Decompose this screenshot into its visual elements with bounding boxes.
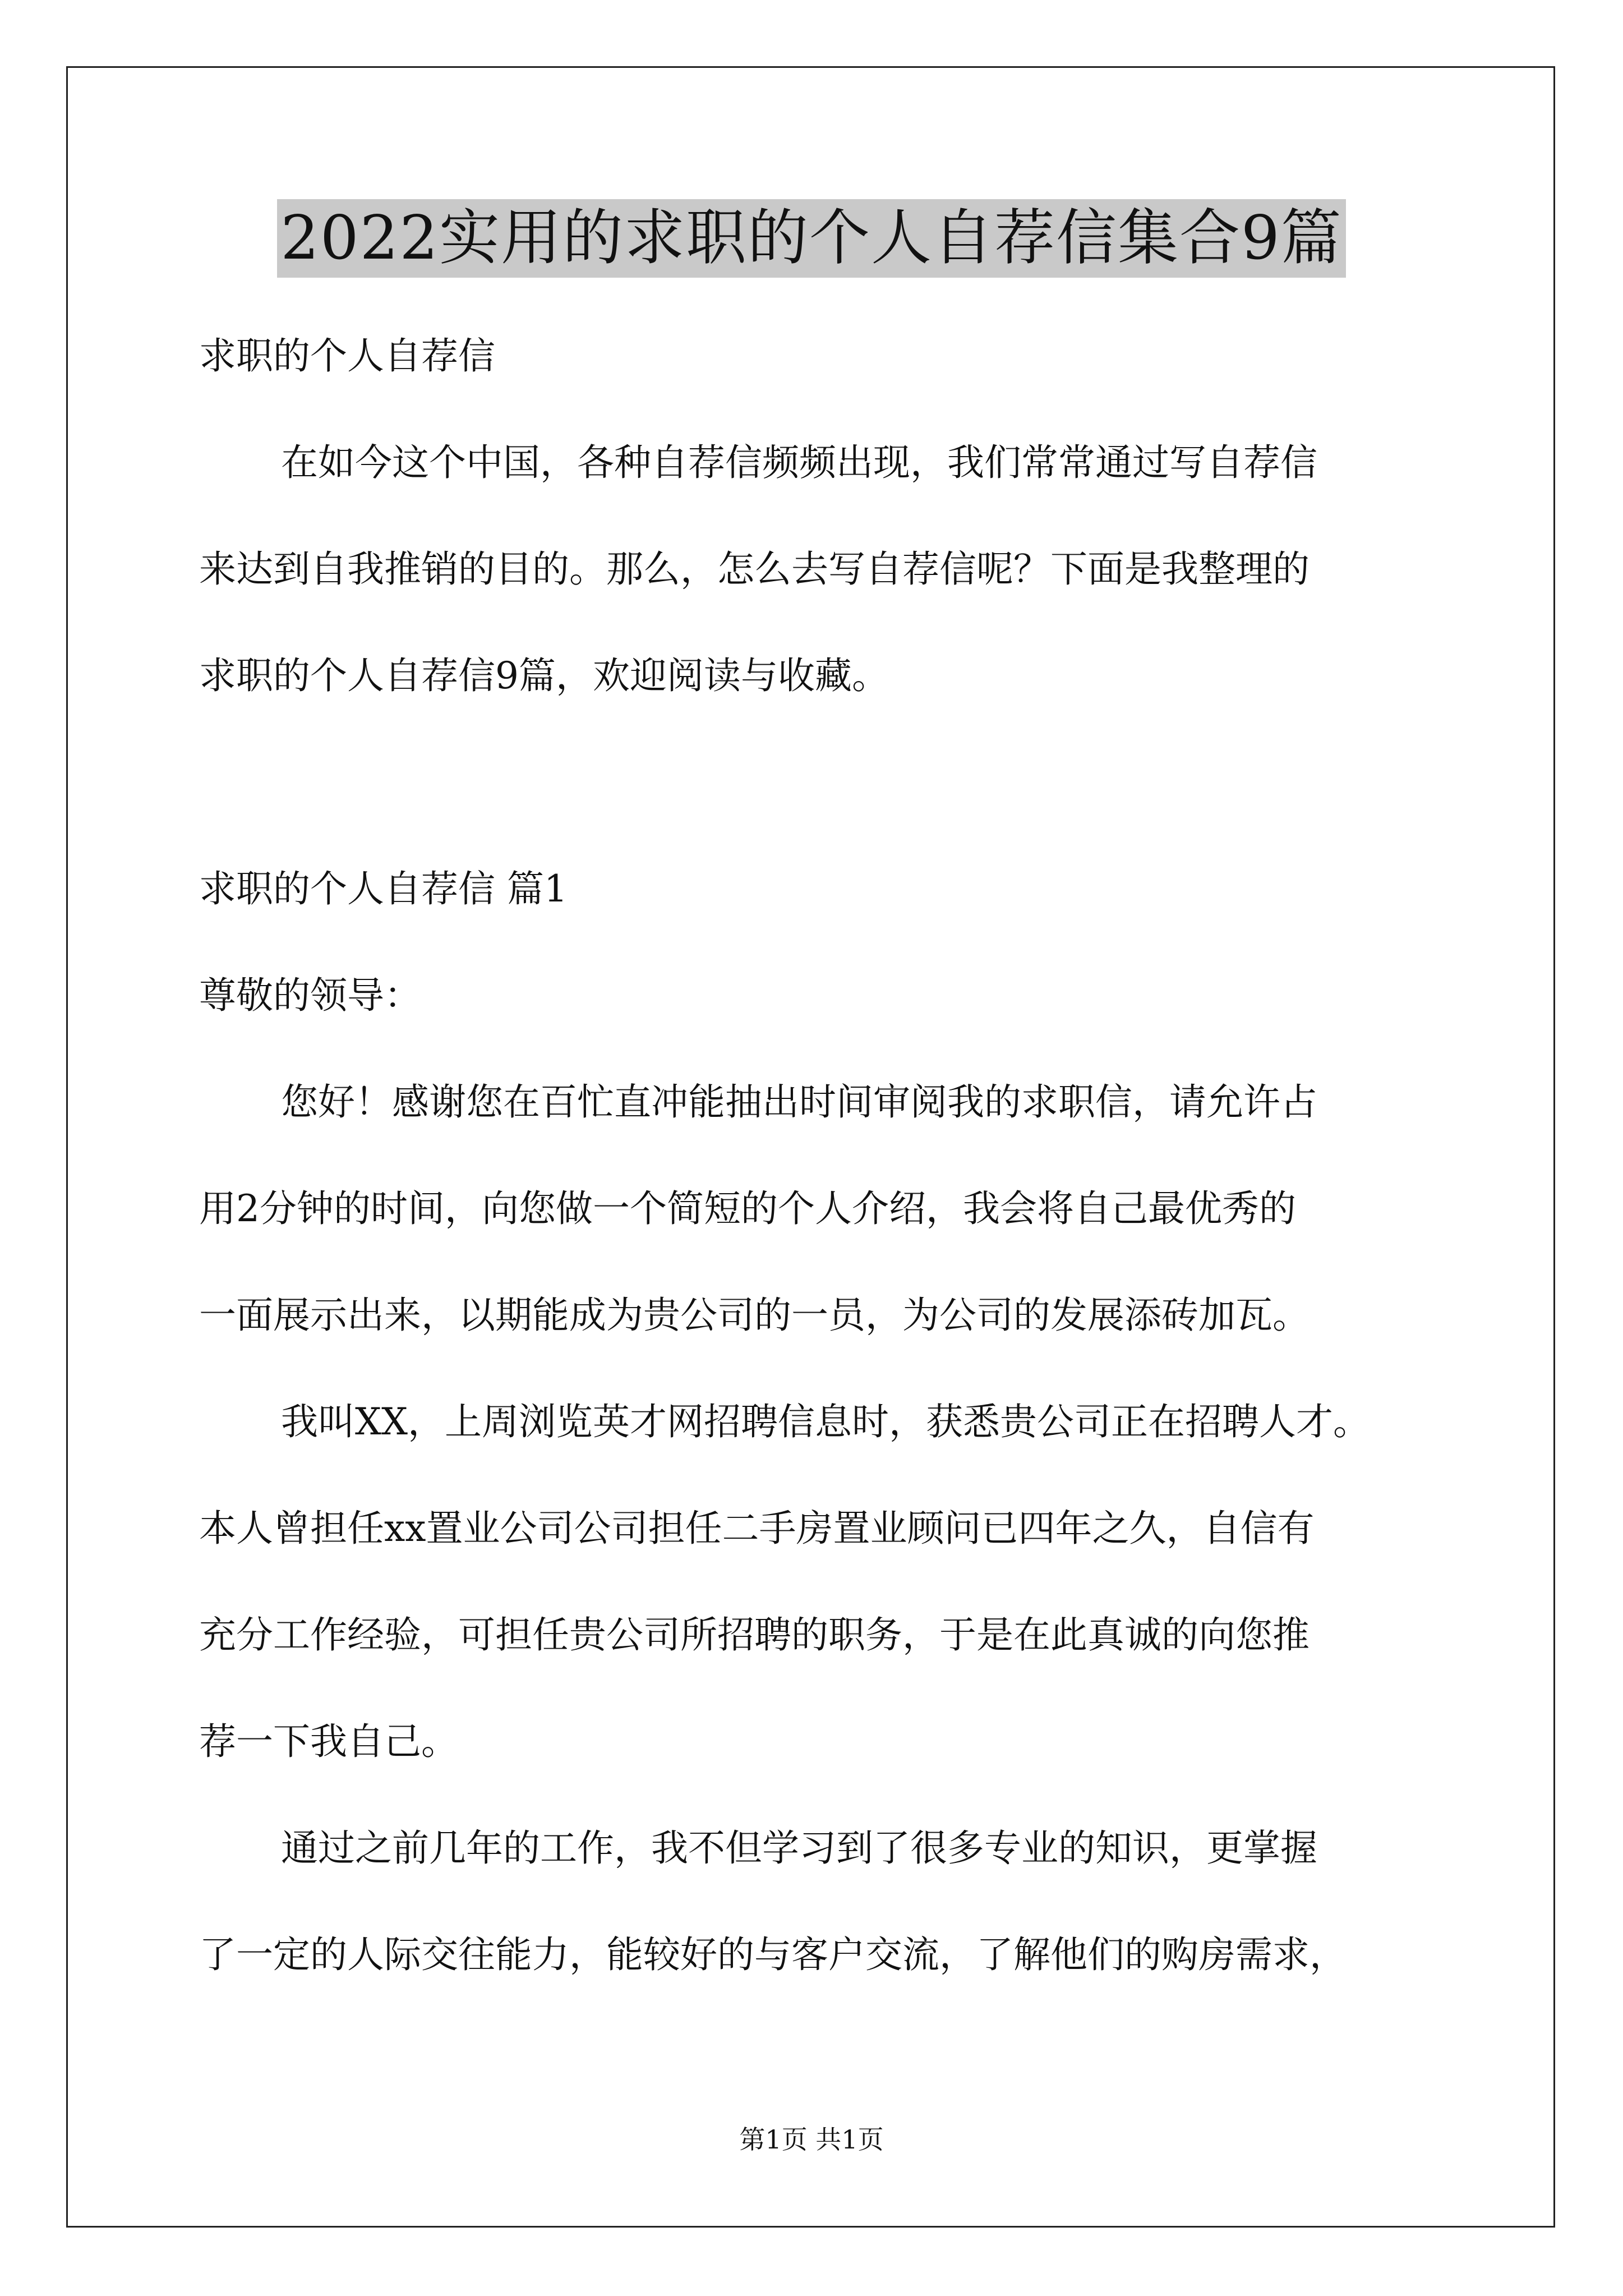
- paragraph-line: 通过之前几年的工作，我不但学习到了很多专业的知识，更掌握: [281, 1826, 1317, 1870]
- document-title: 2022实用的求职的个人自荐信集合9篇: [277, 199, 1346, 278]
- paragraph-line: 我叫XX，上周浏览英才网招聘信息时，获悉贵公司正在招聘人才。: [281, 1400, 1370, 1443]
- page-footer: 第1页 共1页: [739, 2124, 884, 2155]
- subtitle: 求职的个人自荐信: [199, 334, 495, 378]
- intro-line: 来达到自我推销的目的。那么，怎么去写自荐信呢？下面是我整理的: [199, 547, 1310, 591]
- paragraph-line: 您好！感谢您在百忙直冲能抽出时间审阅我的求职信，请允许占: [281, 1080, 1317, 1124]
- spacer: [199, 729, 1433, 836]
- paragraph-line: 了一定的人际交往能力，能较好的与客户交流，了解他们的购房需求，: [199, 1933, 1347, 1976]
- paragraph-line: 充分工作经验，可担任贵公司所招聘的职务，于是在此真诚的向您推: [199, 1613, 1310, 1657]
- salutation: 尊敬的领导：: [199, 974, 421, 1017]
- paragraph-line: 一面展示出来，以期能成为贵公司的一员，为公司的发展添砖加瓦。: [199, 1294, 1310, 1337]
- paragraph-line: 用2分钟的时间，向您做一个简短的个人介绍，我会将自己最优秀的: [199, 1187, 1296, 1230]
- paragraph-line: 本人曾担任xx置业公司公司担任二手房置业顾问已四年之久，自信有: [199, 1507, 1315, 1550]
- intro-line: 求职的个人自荐信9篇，欢迎阅读与收藏。: [199, 654, 889, 697]
- paragraph-line: 荐一下我自己。: [199, 1720, 458, 1763]
- section-heading: 求职的个人自荐信 篇1: [199, 867, 568, 910]
- title-container: [0, 199, 1623, 278]
- intro-line: 在如今这个中国，各种自荐信频频出现，我们常常通过写自荐信: [281, 441, 1317, 484]
- document-body: [199, 303, 1433, 2008]
